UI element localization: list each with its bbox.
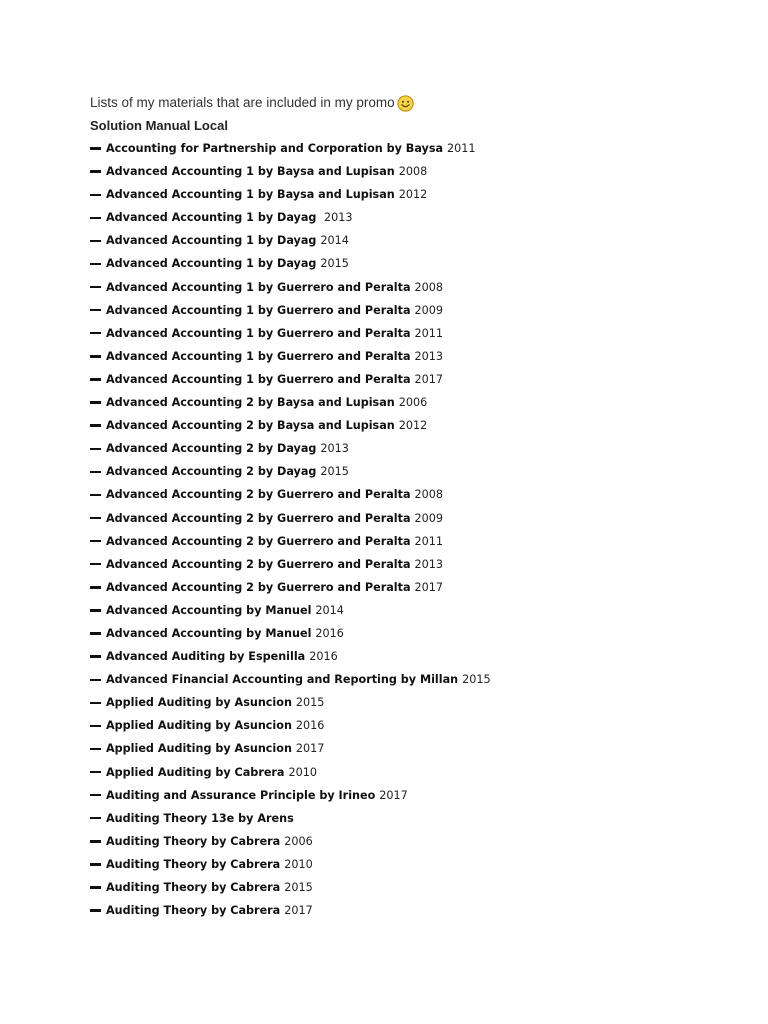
dash-bullet-icon: [90, 332, 101, 334]
item-title: Auditing Theory by Cabrera: [106, 857, 281, 871]
item-title: Advanced Accounting 1 by Baysa and Lupisan: [106, 165, 395, 179]
item-year: 2015: [295, 696, 325, 710]
dash-bullet-icon: [90, 609, 101, 611]
item-title: Advanced Accounting 1 by Dayag: [106, 234, 317, 248]
smiley-icon: [397, 95, 414, 112]
list-item: [90, 322, 750, 345]
item-year: 2009: [414, 511, 443, 525]
list-item: [90, 830, 750, 853]
list-item: [90, 183, 750, 206]
dash-bullet-icon: [90, 886, 101, 888]
materials-list: [90, 137, 750, 922]
item-title: Advanced Accounting 1 by Guerrero and Peralta: [106, 372, 411, 386]
list-item: [90, 483, 750, 506]
list-item: [90, 576, 750, 599]
dash-bullet-icon: [90, 309, 101, 311]
dash-bullet-icon: [90, 540, 101, 542]
dash-bullet-icon: [90, 448, 101, 450]
list-item: [90, 368, 750, 391]
dash-bullet-icon: [90, 355, 101, 357]
item-title: Advanced Accounting 2 by Guerrero and Peralta: [106, 580, 411, 594]
item-year: 2016: [295, 719, 325, 733]
dash-bullet-icon: [90, 863, 101, 865]
list-item: [90, 553, 750, 576]
item-title: Advanced Auditing by Espenilla: [106, 650, 306, 664]
item-title: Advanced Accounting 1 by Dayag: [106, 257, 317, 271]
item-title: Advanced Accounting 1 by Guerrero and Peralta: [106, 303, 411, 317]
dash-bullet-icon: [90, 147, 101, 149]
item-year: 2014: [320, 234, 349, 248]
list-item: [90, 137, 750, 160]
dash-bullet-icon: [90, 909, 101, 911]
item-title: Auditing Theory by Cabrera: [106, 904, 281, 918]
dash-bullet-icon: [90, 840, 101, 842]
dash-bullet-icon: [90, 471, 101, 473]
list-item: [90, 737, 750, 760]
list-item: [90, 876, 750, 899]
list-item: [90, 645, 750, 668]
dash-bullet-icon: [90, 817, 101, 819]
list-item: [90, 691, 750, 714]
item-title: Advanced Accounting 2 by Guerrero and Peralta: [106, 534, 411, 548]
item-year: 2017: [379, 788, 408, 802]
item-year: 2015: [320, 465, 349, 479]
section-heading: Solution Manual Local: [90, 118, 228, 133]
dash-bullet-icon: [90, 702, 101, 704]
item-year: 2017: [295, 742, 325, 756]
item-title: Advanced Accounting 2 by Baysa and Lupisan: [106, 396, 395, 410]
dash-bullet-icon: [90, 725, 101, 727]
list-item: [90, 807, 750, 830]
item-year: 2015: [284, 881, 313, 894]
item-year: 2010: [284, 857, 313, 871]
list-item: [90, 229, 750, 252]
list-item: [90, 276, 750, 299]
list-item: [90, 299, 750, 322]
list-item: [90, 668, 750, 691]
dash-bullet-icon: [90, 679, 101, 681]
item-title: Advanced Accounting 1 by Guerrero and Peralta: [106, 326, 411, 340]
item-year: 2017: [414, 372, 443, 386]
item-title: Advanced Accounting 2 by Dayag: [106, 442, 317, 456]
item-title: Auditing and Assurance Principle by Irineo: [106, 788, 376, 802]
list-item: [90, 714, 750, 737]
item-title: Advanced Accounting 1 by Guerrero and Peralta: [106, 280, 411, 294]
dash-bullet-icon: [90, 632, 101, 634]
item-year: 2008: [414, 488, 443, 502]
item-year: 2011: [447, 142, 476, 155]
item-year: 2011: [414, 326, 443, 340]
intro-line: [90, 92, 750, 114]
item-year: 2013: [320, 211, 353, 225]
item-year: 2013: [414, 557, 443, 571]
list-item: [90, 414, 750, 437]
list-item: [90, 622, 750, 645]
item-year: 2016: [315, 626, 344, 640]
document-page: [90, 92, 750, 922]
dash-bullet-icon: [90, 378, 101, 380]
dash-bullet-icon: [90, 240, 101, 242]
item-title: Auditing Theory by Cabrera: [106, 834, 281, 848]
dash-bullet-icon: [90, 286, 101, 288]
intro-text: Lists of my materials that are included in my promo: [90, 95, 395, 110]
item-title: Advanced Accounting 1 by Baysa and Lupisan: [106, 188, 395, 202]
dash-bullet-icon: [90, 424, 101, 426]
dash-bullet-icon: [90, 655, 101, 657]
item-title: Applied Auditing by Asuncion: [106, 719, 292, 733]
dash-bullet-icon: [90, 586, 101, 588]
list-item: [90, 853, 750, 876]
item-year: 2015: [462, 673, 491, 687]
dash-bullet-icon: [90, 401, 101, 403]
item-year: 2012: [398, 419, 428, 433]
list-item: [90, 899, 750, 922]
item-year: 2008: [398, 165, 428, 179]
item-title: Accounting for Partnership and Corporation by Baysa: [106, 142, 444, 155]
item-title: Advanced Accounting 2 by Baysa and Lupisan: [106, 419, 395, 433]
dash-bullet-icon: [90, 170, 101, 172]
item-title: Advanced Accounting 2 by Guerrero and Peralta: [106, 511, 411, 525]
item-year: 2006: [398, 396, 428, 410]
list-item: [90, 160, 750, 183]
item-title: Applied Auditing by Asuncion: [106, 742, 292, 756]
item-title: Advanced Accounting 1 by Guerrero and Peralta: [106, 349, 411, 363]
list-item: [90, 599, 750, 622]
item-year: 2014: [315, 603, 344, 617]
list-item: [90, 761, 750, 784]
item-title: Advanced Accounting 2 by Guerrero and Peralta: [106, 557, 411, 571]
dash-bullet-icon: [90, 217, 101, 219]
item-year: 2015: [320, 257, 349, 271]
item-title: Applied Auditing by Asuncion: [106, 696, 292, 710]
dash-bullet-icon: [90, 794, 101, 796]
item-year: 2017: [284, 904, 313, 918]
item-title: Advanced Accounting by Manuel: [106, 603, 312, 617]
dash-bullet-icon: [90, 771, 101, 773]
item-year: 2006: [284, 834, 313, 848]
item-title: Advanced Accounting 2 by Guerrero and Peralta: [106, 488, 411, 502]
list-item: [90, 437, 750, 460]
dash-bullet-icon: [90, 263, 101, 265]
item-year: 2017: [414, 580, 443, 594]
dash-bullet-icon: [90, 194, 101, 196]
item-year: 2016: [309, 650, 338, 664]
list-item: [90, 507, 750, 530]
item-year: 2010: [288, 765, 317, 779]
item-title: Advanced Accounting 2 by Dayag: [106, 465, 317, 479]
list-item: [90, 206, 750, 229]
list-item: [90, 252, 750, 275]
item-title: Auditing Theory by Cabrera: [106, 881, 281, 894]
item-year: 2009: [414, 303, 443, 317]
item-title: Advanced Financial Accounting and Reporting by Millan: [106, 673, 459, 687]
list-item: [90, 530, 750, 553]
item-year: 2012: [398, 188, 428, 202]
item-year: 2013: [320, 442, 349, 456]
item-year: 2011: [414, 534, 443, 548]
list-item: [90, 391, 750, 414]
list-item: [90, 460, 750, 483]
item-title: Advanced Accounting by Manuel: [106, 626, 312, 640]
item-title: Auditing Theory 13e by Arens: [106, 811, 294, 825]
dash-bullet-icon: [90, 517, 101, 519]
list-item: [90, 345, 750, 368]
list-item: [90, 784, 750, 807]
dash-bullet-icon: [90, 494, 101, 496]
item-year: 2013: [414, 349, 443, 363]
dash-bullet-icon: [90, 748, 101, 750]
item-title: Advanced Accounting 1 by Dayag: [106, 211, 317, 225]
dash-bullet-icon: [90, 563, 101, 565]
item-year: 2008: [414, 280, 443, 294]
item-title: Applied Auditing by Cabrera: [106, 765, 285, 779]
